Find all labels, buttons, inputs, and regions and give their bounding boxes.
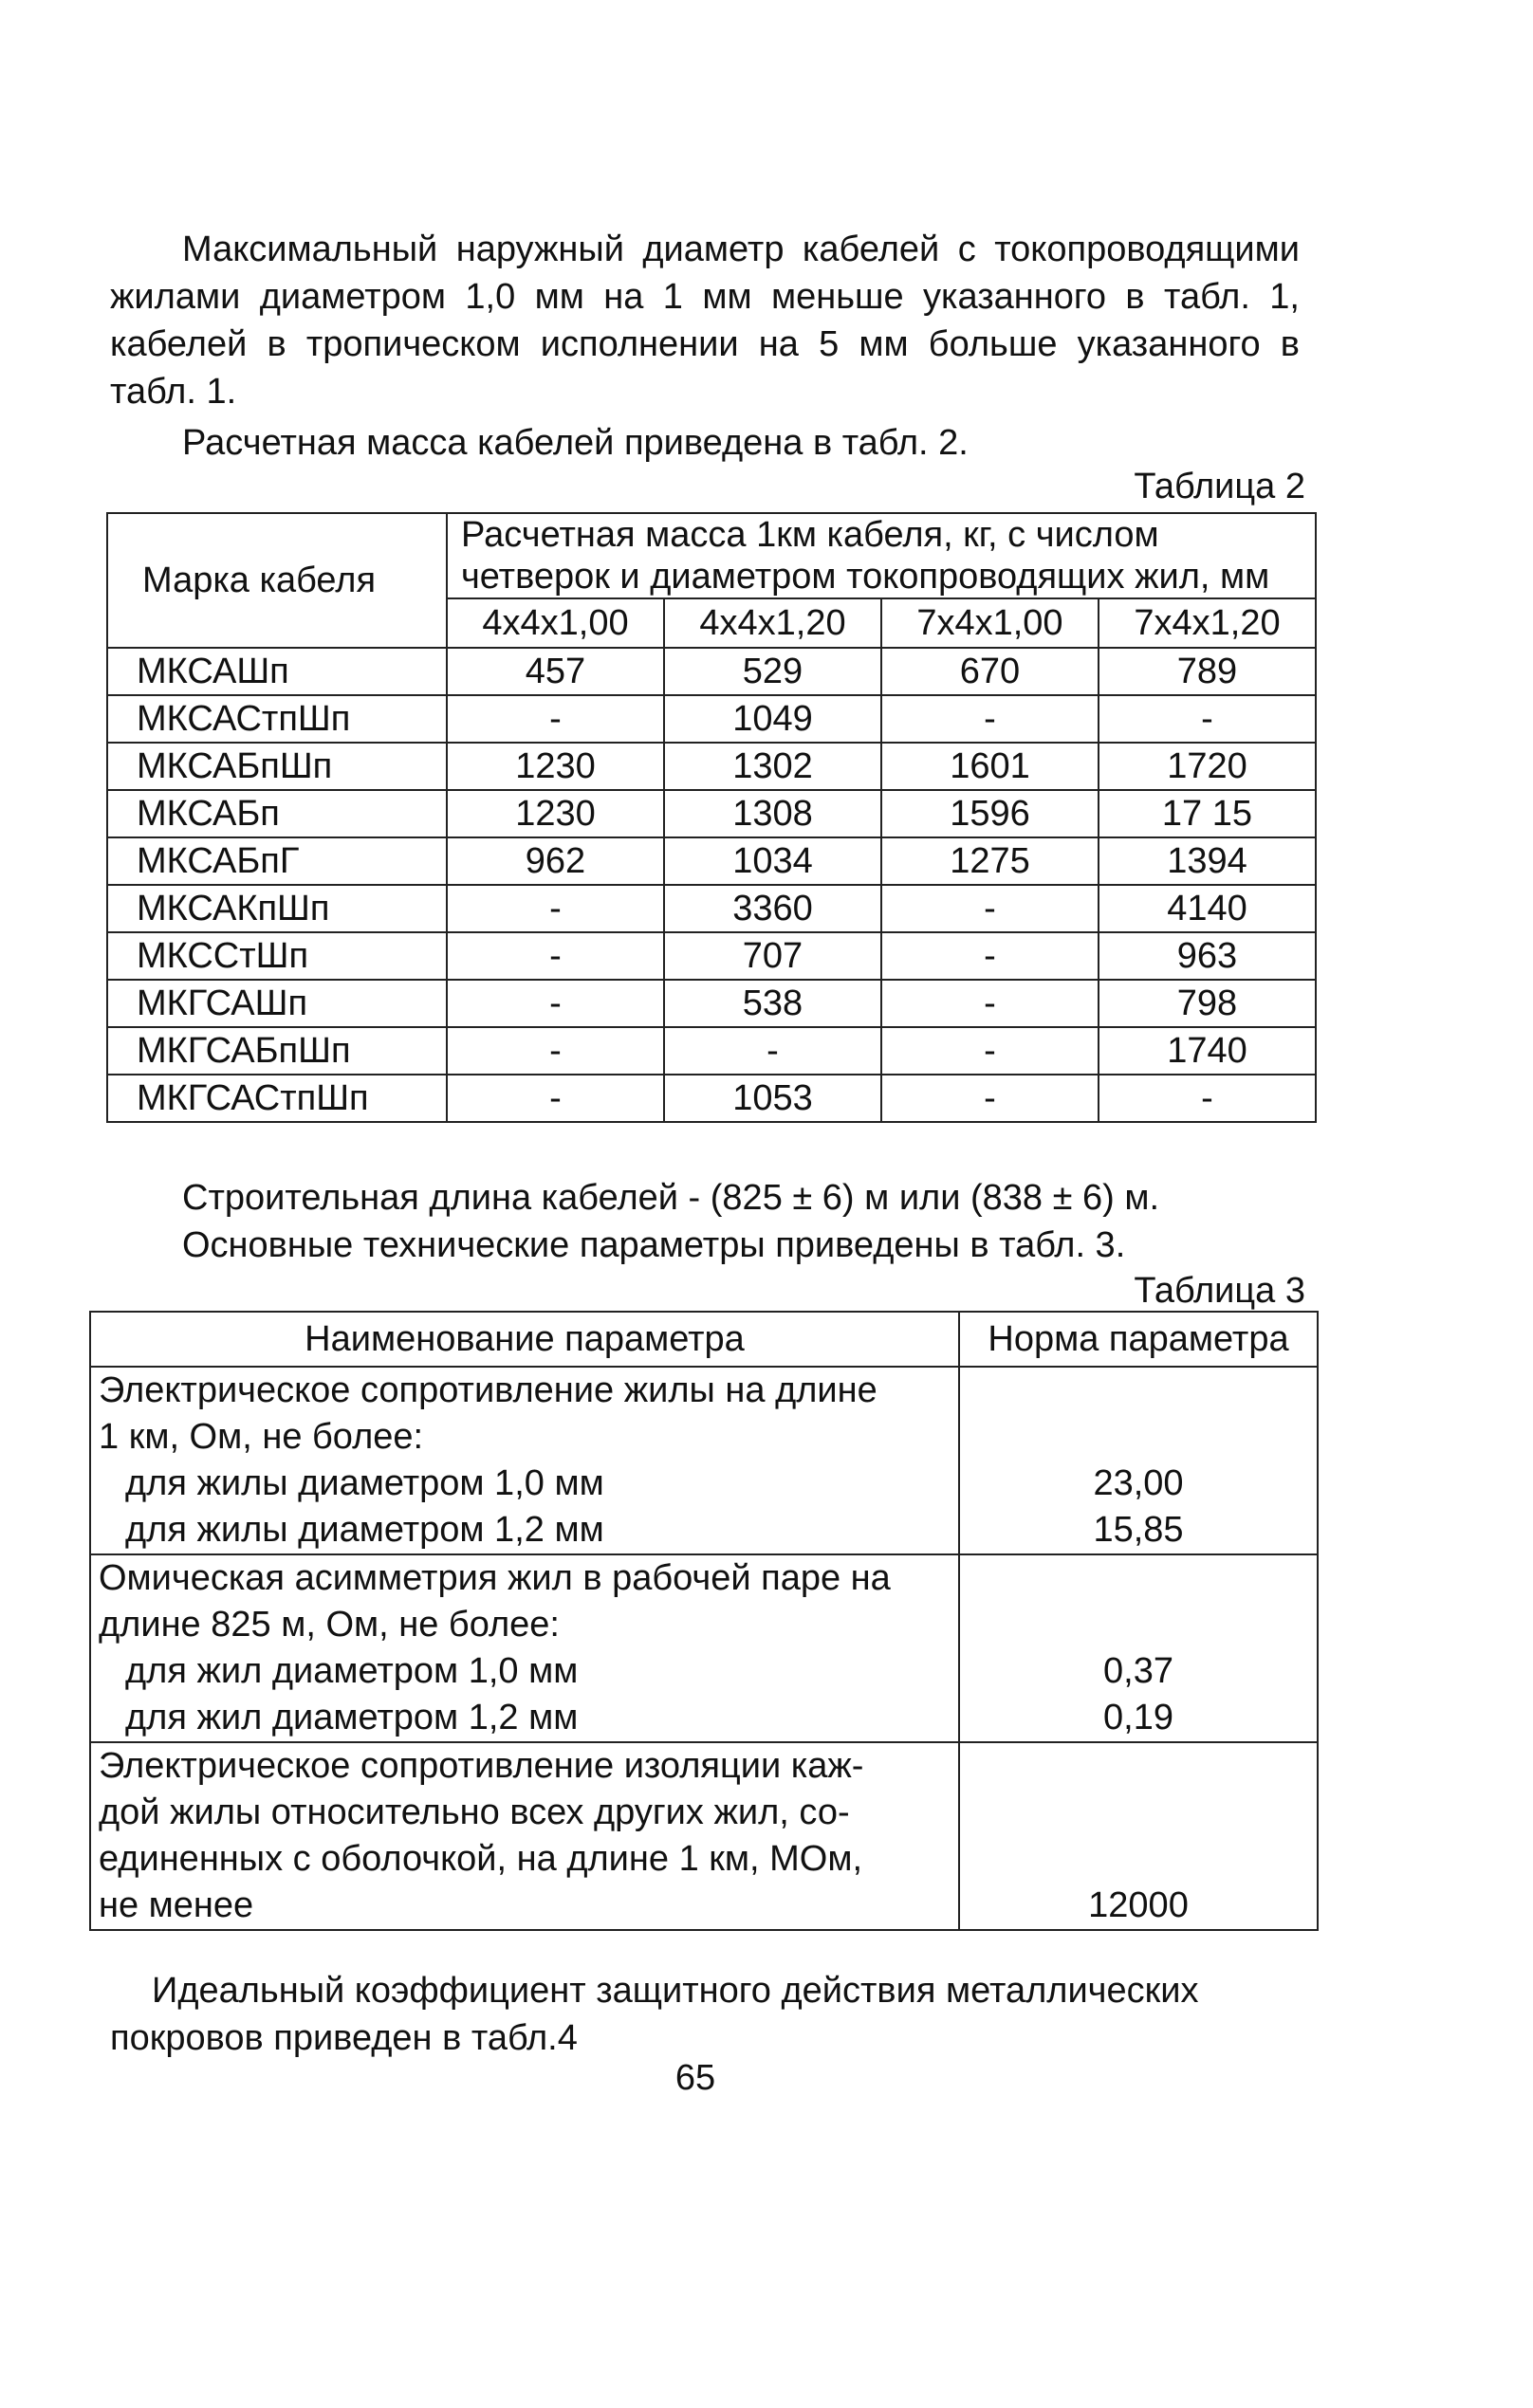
parameter-norm-cell	[959, 1742, 1318, 1930]
technical-parameters-table	[89, 1311, 1319, 1931]
table-row	[107, 648, 1316, 695]
mass-value-cell: 457	[447, 648, 664, 695]
mass-value-cell: 1740	[1099, 1027, 1316, 1075]
parameter-item-label: для жил диаметром 1,0 мм	[125, 1651, 579, 1691]
mass-value-cell: 962	[447, 837, 664, 885]
mass-value-cell: 1230	[447, 790, 664, 837]
mass-value-cell: 538	[664, 980, 881, 1027]
parameter-title-line: 1 км, Ом, не более:	[99, 1417, 424, 1457]
parameter-item-value: 0,37	[1103, 1651, 1173, 1691]
mass-value-cell: 1302	[664, 743, 881, 790]
header-parameter-norm: Норма параметра	[959, 1312, 1318, 1367]
mass-value-cell: -	[447, 932, 664, 980]
header-dimension-3: 7х4х1,00	[881, 598, 1099, 648]
mass-value-cell: -	[1099, 695, 1316, 743]
mass-value-cell: -	[447, 1075, 664, 1122]
mass-value-cell: 1308	[664, 790, 881, 837]
mass-value-cell: 3360	[664, 885, 881, 932]
mass-value-cell: 798	[1099, 980, 1316, 1027]
cable-mark-cell: МКГСАШп	[107, 980, 447, 1027]
parameter-group-row	[90, 1742, 1318, 1930]
mass-value-cell: 529	[664, 648, 881, 695]
mass-value-cell: 1394	[1099, 837, 1316, 885]
parameter-item-value: 23,00	[1093, 1463, 1184, 1503]
parameter-norm-cell	[959, 1554, 1318, 1742]
header-dimension-2: 4х4х1,20	[664, 598, 881, 648]
parameter-name-cell	[90, 1367, 959, 1554]
mass-value-cell: 1053	[664, 1075, 881, 1122]
parameter-title-line: Электрическое сопротивление жилы на длине	[99, 1370, 877, 1410]
parameter-item-label: для жилы диаметром 1,0 мм	[125, 1463, 604, 1503]
mass-value-cell: -	[447, 1027, 664, 1075]
mass-value-cell: 1601	[881, 743, 1099, 790]
mass-value-cell: -	[881, 695, 1099, 743]
parameter-item-value: 15,85	[1093, 1510, 1184, 1550]
table-row	[107, 695, 1316, 743]
parameter-title-line: дой жилы относительно всех других жил, со-	[99, 1792, 850, 1832]
mass-value-cell: 707	[664, 932, 881, 980]
parameter-title-line: Омическая асимметрия жил в рабочей паре на	[99, 1558, 891, 1598]
parameter-name-cell	[90, 1742, 959, 1930]
parameter-group-row	[90, 1554, 1318, 1742]
cable-mark-cell: МКГСАСтпШп	[107, 1075, 447, 1122]
table2-caption: Таблица 2	[1134, 467, 1305, 506]
table-row	[107, 837, 1316, 885]
cable-mass-table-body	[107, 648, 1316, 1122]
mass-value-cell: -	[881, 932, 1099, 980]
mass-value-cell: 17 15	[1099, 790, 1316, 837]
mass-value-cell: -	[447, 885, 664, 932]
table-row	[107, 1075, 1316, 1122]
intro-paragraph-2: Расчетная масса кабелей приведена в табл. 2.	[182, 423, 969, 463]
mass-value-cell: 670	[881, 648, 1099, 695]
mass-value-cell: -	[664, 1027, 881, 1075]
mass-value-cell: 1049	[664, 695, 881, 743]
parameter-item-label: для жилы диаметром 1,2 мм	[125, 1510, 604, 1550]
mass-value-cell: -	[447, 695, 664, 743]
parameter-title-line: единенных с оболочкой, на длине 1 км, МОм,	[99, 1839, 863, 1879]
header-cable-mark: Марка кабеля	[107, 513, 447, 648]
outro-paragraph: Идеальный коэффициент защитного действия металлических покровов приведен в табл.4	[110, 1971, 1199, 2058]
parameter-item-value: 0,19	[1103, 1698, 1173, 1737]
table-row	[107, 932, 1316, 980]
table-row	[107, 743, 1316, 790]
cable-mark-cell: МКГСАБпШп	[107, 1027, 447, 1075]
cable-mark-cell: МКСАБпШп	[107, 743, 447, 790]
mass-value-cell: 789	[1099, 648, 1316, 695]
parameter-item-label: для жил диаметром 1,2 мм	[125, 1698, 579, 1737]
table-row	[107, 885, 1316, 932]
cable-mark-cell: МКСАКпШп	[107, 885, 447, 932]
mass-value-cell: -	[1099, 1075, 1316, 1122]
mass-value-cell: 1034	[664, 837, 881, 885]
mass-value-cell: 1720	[1099, 743, 1316, 790]
cable-mass-table	[106, 512, 1317, 1123]
mass-value-cell: 1230	[447, 743, 664, 790]
mid-paragraph-1: Строительная длина кабелей - (825 ± 6) м или (838 ± 6) м.	[182, 1178, 1160, 1218]
table-row	[107, 790, 1316, 837]
parameter-norm-cell	[959, 1367, 1318, 1554]
parameter-title-line: не менее	[99, 1885, 254, 1925]
header-dimension-1: 4х4х1,00	[447, 598, 664, 648]
mass-value-cell: 963	[1099, 932, 1316, 980]
parameter-value: 12000	[1088, 1885, 1189, 1925]
table3-caption: Таблица 3	[1134, 1271, 1305, 1311]
cable-mark-cell: МКСАБпГ	[107, 837, 447, 885]
header-calculated-mass: Расчетная масса 1км кабеля, кг, с числом четверок и диаметром токопроводящих жил, мм	[447, 513, 1316, 598]
header-dimension-4: 7х4х1,20	[1099, 598, 1316, 648]
header-parameter-name: Наименование параметра	[90, 1312, 959, 1367]
mass-value-cell: 1596	[881, 790, 1099, 837]
mass-value-cell: -	[881, 1075, 1099, 1122]
table-row	[107, 1027, 1316, 1075]
parameter-name-cell	[90, 1554, 959, 1742]
parameter-title-line: Электрическое сопротивление изоляции каж-	[99, 1746, 864, 1786]
table-row	[107, 980, 1316, 1027]
cable-mark-cell: МКССтШп	[107, 932, 447, 980]
intro-paragraph-1: Максимальный наружный диаметр кабелей с токопроводящими жилами диаметром 1,0 мм на 1 мм меньше указанного в табл. 1, кабелей в тропическом исполнении на 5 мм больше указанного в табл. 1.	[110, 230, 1300, 412]
mass-value-cell: -	[881, 1027, 1099, 1075]
mass-value-cell: 4140	[1099, 885, 1316, 932]
mid-paragraph-2: Основные технические параметры приведены в табл. 3.	[182, 1225, 1126, 1265]
mass-value-cell: -	[881, 980, 1099, 1027]
cable-mark-cell: МКСАБп	[107, 790, 447, 837]
parameter-title-line: длине 825 м, Ом, не более:	[99, 1605, 560, 1645]
mass-value-cell: -	[447, 980, 664, 1027]
mass-value-cell: 1275	[881, 837, 1099, 885]
cable-mark-cell: МКСАШп	[107, 648, 447, 695]
parameter-group-row	[90, 1367, 1318, 1554]
cable-mark-cell: МКСАСтпШп	[107, 695, 447, 743]
page-number: 65	[674, 2058, 716, 2098]
mass-value-cell: -	[881, 885, 1099, 932]
technical-parameters-body	[90, 1367, 1318, 1930]
